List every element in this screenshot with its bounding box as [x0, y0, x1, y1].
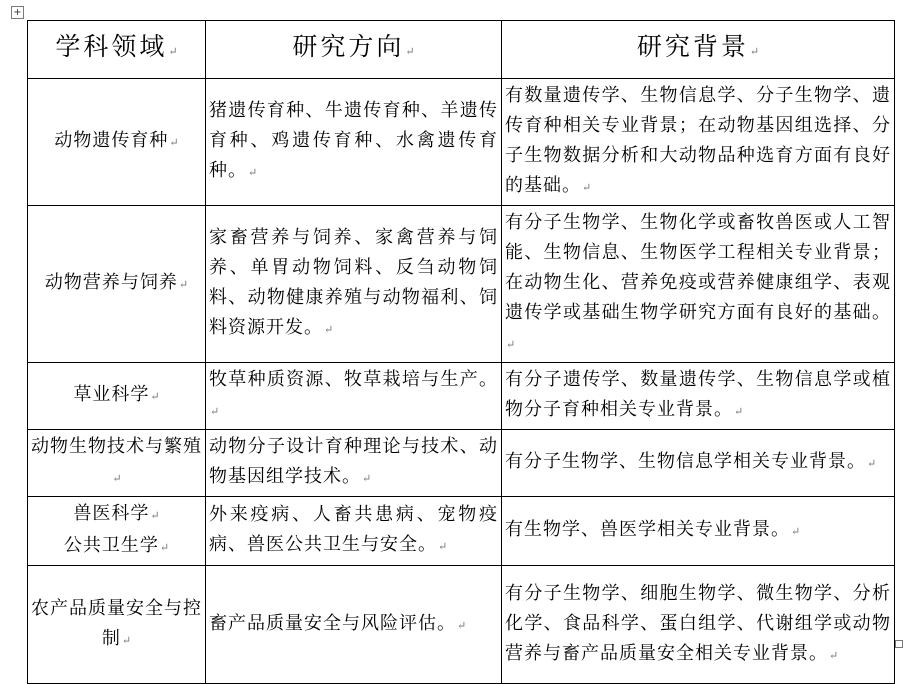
paragraph-mark-icon	[457, 619, 466, 632]
paragraph-mark-icon	[791, 525, 800, 538]
paragraph-mark-icon	[362, 472, 371, 485]
paragraph-mark-icon	[210, 405, 219, 418]
table-row	[28, 566, 895, 684]
table-row	[28, 79, 895, 206]
paragraph-mark-icon	[150, 509, 159, 522]
table-row	[28, 206, 895, 363]
paragraph-mark-icon	[750, 45, 759, 58]
paragraph-mark-icon	[160, 541, 169, 554]
paragraph-mark-icon	[122, 634, 131, 647]
table-row	[28, 363, 895, 430]
background-cell: 有分子遗传学、数量遗传学、生物信息学或植物分子育种相关专业背景。 ↵	[502, 363, 895, 430]
paragraph-mark-icon	[248, 166, 257, 179]
direction-cell: 牧草种质资源、牧草栽培与生产。 ↵	[206, 363, 502, 430]
header-cell-field: 学科领域 ↵	[28, 21, 206, 79]
paragraph-mark-icon	[405, 45, 414, 58]
table-header-row	[28, 21, 895, 79]
paragraph-mark-icon	[438, 540, 447, 553]
background-cell: 有数量遗传学、生物信息学、分子生物学、遗传育种相关专业背景；在动物基因组选择、分子生物数据分析和大动物品种选育方面有良好的基础。 ↵	[502, 79, 895, 206]
paragraph-mark-icon	[179, 278, 188, 291]
direction-cell: 家畜营养与饲养、家禽营养与饲养、单胃动物饲料、反刍动物饲料、动物健康养殖与动物福利、饲料资源开发。 ↵	[206, 206, 502, 363]
header-cell-direction: 研究方向 ↵	[206, 21, 502, 79]
paragraph-mark-icon	[112, 472, 121, 485]
paragraph-mark-icon	[867, 457, 876, 470]
paragraph-mark-icon	[324, 323, 333, 336]
field-cell: 动物遗传育种 ↵	[28, 79, 206, 206]
direction-cell: 猪遗传育种、牛遗传育种、羊遗传育种、鸡遗传育种、水禽遗传育种。 ↵	[206, 79, 502, 206]
field-cell: 农产品质量安全与控制 ↵	[28, 566, 206, 684]
paragraph-mark-icon	[150, 390, 159, 403]
table-resize-handle-icon[interactable]	[895, 640, 903, 648]
direction-cell: 动物分子设计育种理论与技术、动物基因组学技术。 ↵	[206, 430, 502, 497]
field-cell: 草业科学 ↵	[28, 363, 206, 430]
research-fields-table	[27, 20, 895, 684]
background-cell: 有生物学、兽医学相关专业背景。 ↵	[502, 497, 895, 566]
paragraph-mark-icon	[169, 136, 178, 149]
table-move-handle-icon[interactable]: +	[11, 6, 24, 19]
field-cell: 动物生物技术与繁殖 ↵	[28, 430, 206, 497]
paragraph-mark-icon	[506, 338, 515, 351]
paragraph-mark-icon	[734, 405, 743, 418]
header-cell-background: 研究背景 ↵	[502, 21, 895, 79]
background-cell: 有分子生物学、生物化学或畜牧兽医或人工智能、生物信息、生物医学工程相关专业背景；在动物生化、营养免疫或营养健康组学、表观遗传学或基础生物学研究方面有良好的基础。 ↵	[502, 206, 895, 363]
background-cell: 有分子生物学、细胞生物学、微生物学、分析化学、食品科学、蛋白组学、代谢组学或动物营养与畜产品质量安全相关专业背景。 ↵	[502, 566, 895, 684]
field-cell: 兽医科学 ↵ 公共卫生学 ↵	[28, 497, 206, 566]
paragraph-mark-icon	[829, 649, 838, 662]
table-row	[28, 497, 895, 566]
background-cell: 有分子生物学、生物信息学相关专业背景。 ↵	[502, 430, 895, 497]
direction-cell: 外来疫病、人畜共患病、宠物疫病、兽医公共卫生与安全。 ↵	[206, 497, 502, 566]
direction-cell: 畜产品质量安全与风险评估。 ↵	[206, 566, 502, 684]
field-cell: 动物营养与饲养 ↵	[28, 206, 206, 363]
paragraph-mark-icon	[168, 45, 177, 58]
paragraph-mark-icon	[582, 181, 591, 194]
table-row	[28, 430, 895, 497]
